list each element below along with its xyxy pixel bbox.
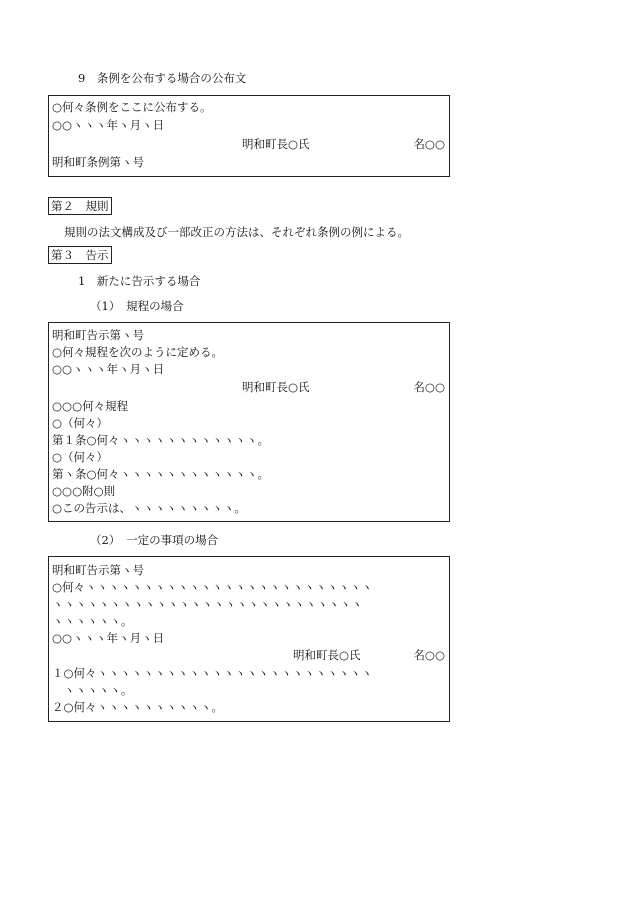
section-3-subsub-2: （2） 一定の事項の場合 bbox=[90, 533, 219, 547]
box1-name: 名○○ bbox=[413, 137, 445, 151]
box2-line: 明和町告示第ヽ号 bbox=[52, 328, 144, 342]
box3-line: ○○ヽヽヽ年ヽ月ヽ日 bbox=[52, 631, 165, 645]
section-3-subsub-1: （1） 規程の場合 bbox=[90, 299, 184, 313]
box3-line: ○何々ヽヽヽヽヽヽヽヽヽヽヽヽヽヽヽヽヽヽヽヽヽヽヽヽヽ bbox=[52, 580, 373, 594]
section-3-label: 第３ 告示 bbox=[48, 246, 112, 264]
promulgation-text-box bbox=[48, 95, 450, 177]
box1-mayor: 明和町長○氏 bbox=[242, 137, 310, 151]
section-9-heading: 9 条例を公布する場合の公布文 bbox=[78, 71, 247, 85]
box2-line: 第１条○何々ヽヽヽヽヽヽヽヽヽヽヽヽ。 bbox=[52, 433, 270, 447]
section-2-label: 第２ 規則 bbox=[48, 197, 112, 215]
section-3-sub-1: 1 新たに告示する場合 bbox=[78, 274, 201, 288]
box2-line: 第ヽ条○何々ヽヽヽヽヽヽヽヽヽヽヽヽ。 bbox=[52, 467, 270, 481]
box3-line: ヽヽヽヽヽヽヽヽヽヽヽヽヽヽヽヽヽヽヽヽヽヽヽヽヽヽヽ bbox=[52, 597, 363, 611]
box2-line: ○何々規程を次のように定める。 bbox=[52, 345, 224, 359]
box2-line: ○（何々） bbox=[52, 450, 109, 464]
regulation-notice-box bbox=[48, 322, 450, 522]
box2-line: ○○○何々規程 bbox=[52, 399, 129, 413]
box1-date-line: ○○ヽヽヽ年ヽ月ヽ日 bbox=[52, 118, 165, 132]
box2-line: ○○○附○則 bbox=[52, 484, 116, 498]
box2-line: ○○ヽヽヽ年ヽ月ヽ日 bbox=[52, 362, 165, 376]
box3-line: ヽヽヽヽヽヽ。 bbox=[52, 614, 133, 628]
fixed-matter-notice-box bbox=[48, 556, 450, 722]
box1-line-1: ○何々条例をここに公布する。 bbox=[52, 100, 212, 114]
box3-line: ２○何々ヽヽヽヽヽヽヽヽヽヽ。 bbox=[52, 700, 224, 714]
box3-mayor: 明和町長○氏 bbox=[293, 648, 361, 662]
box2-mayor: 明和町長○氏 bbox=[242, 380, 310, 394]
box3-line: 明和町告示第ヽ号 bbox=[52, 563, 144, 577]
box2-line: ○（何々） bbox=[52, 416, 109, 430]
section-2-body: 規則の法文構成及び一部改正の方法は、それぞれ条例の例による。 bbox=[64, 225, 409, 239]
box2-name: 名○○ bbox=[413, 380, 445, 394]
box2-line: ○この告示は、ヽヽヽヽヽヽヽヽヽ。 bbox=[52, 501, 247, 515]
box3-line: １○何々ヽヽヽヽヽヽヽヽヽヽヽヽヽヽヽヽヽヽヽヽヽヽヽヽ bbox=[52, 666, 373, 680]
box3-name: 名○○ bbox=[413, 648, 445, 662]
box1-ordinance-number: 明和町条例第ヽ号 bbox=[52, 155, 144, 169]
box3-line: ヽヽヽヽヽ。 bbox=[52, 683, 133, 697]
